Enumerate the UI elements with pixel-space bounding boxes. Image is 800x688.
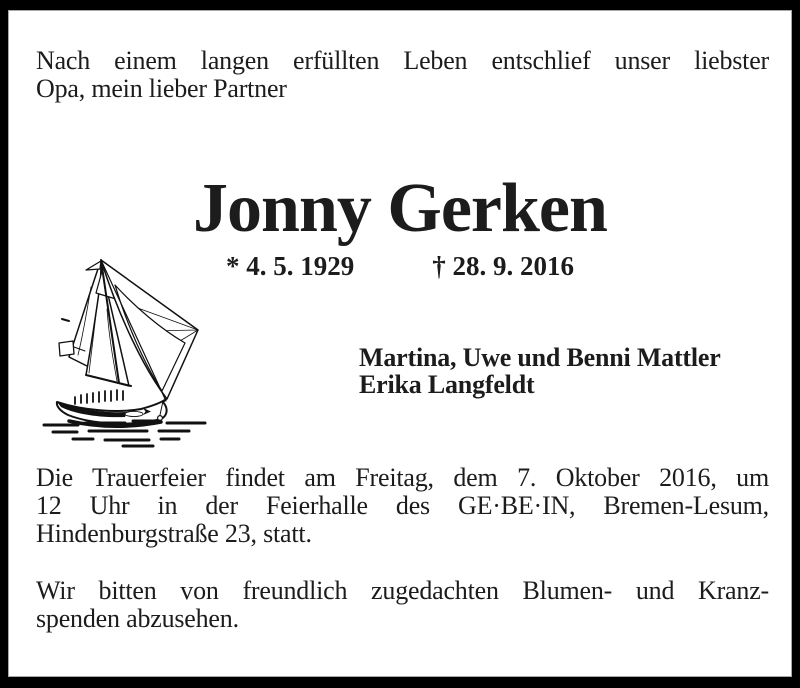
deceased-name: Jonny Gerken [193, 170, 607, 247]
birth-date: * 4. 5. 1929 [226, 251, 355, 281]
death-date: † 28. 9. 2016 [432, 251, 574, 281]
opening-paragraph [36, 47, 769, 103]
service-line-1: Die Trauerfeier findet am Freitag, dem 7. Oktober 2016, um [36, 463, 769, 492]
service-line-2: 12 Uhr in der Feierhalle des GE·BE·IN, Bremen-Lesum, [36, 491, 769, 520]
flowers-line-2: spenden abzusehen. [36, 604, 239, 633]
sailing-ship-illustration [39, 255, 239, 450]
flowers-paragraph [36, 577, 769, 633]
obituary-card [8, 10, 792, 677]
mourners-line-2: Erika Langfeldt [359, 370, 535, 399]
mourners-line-1: Martina, Uwe und Benni Mattler [359, 343, 721, 372]
mourners-names [359, 344, 721, 398]
service-line-3: Hindenburgstraße 23, statt. [36, 519, 312, 548]
service-paragraph [36, 464, 769, 548]
opening-line-1: Nach einem langen erfüllten Leben entschlief unser liebster [36, 46, 769, 75]
flowers-line-1: Wir bitten von freundlich zugedachten Blumen- und Kranz- [36, 576, 769, 605]
opening-line-2: Opa, mein lieber Partner [36, 74, 287, 103]
